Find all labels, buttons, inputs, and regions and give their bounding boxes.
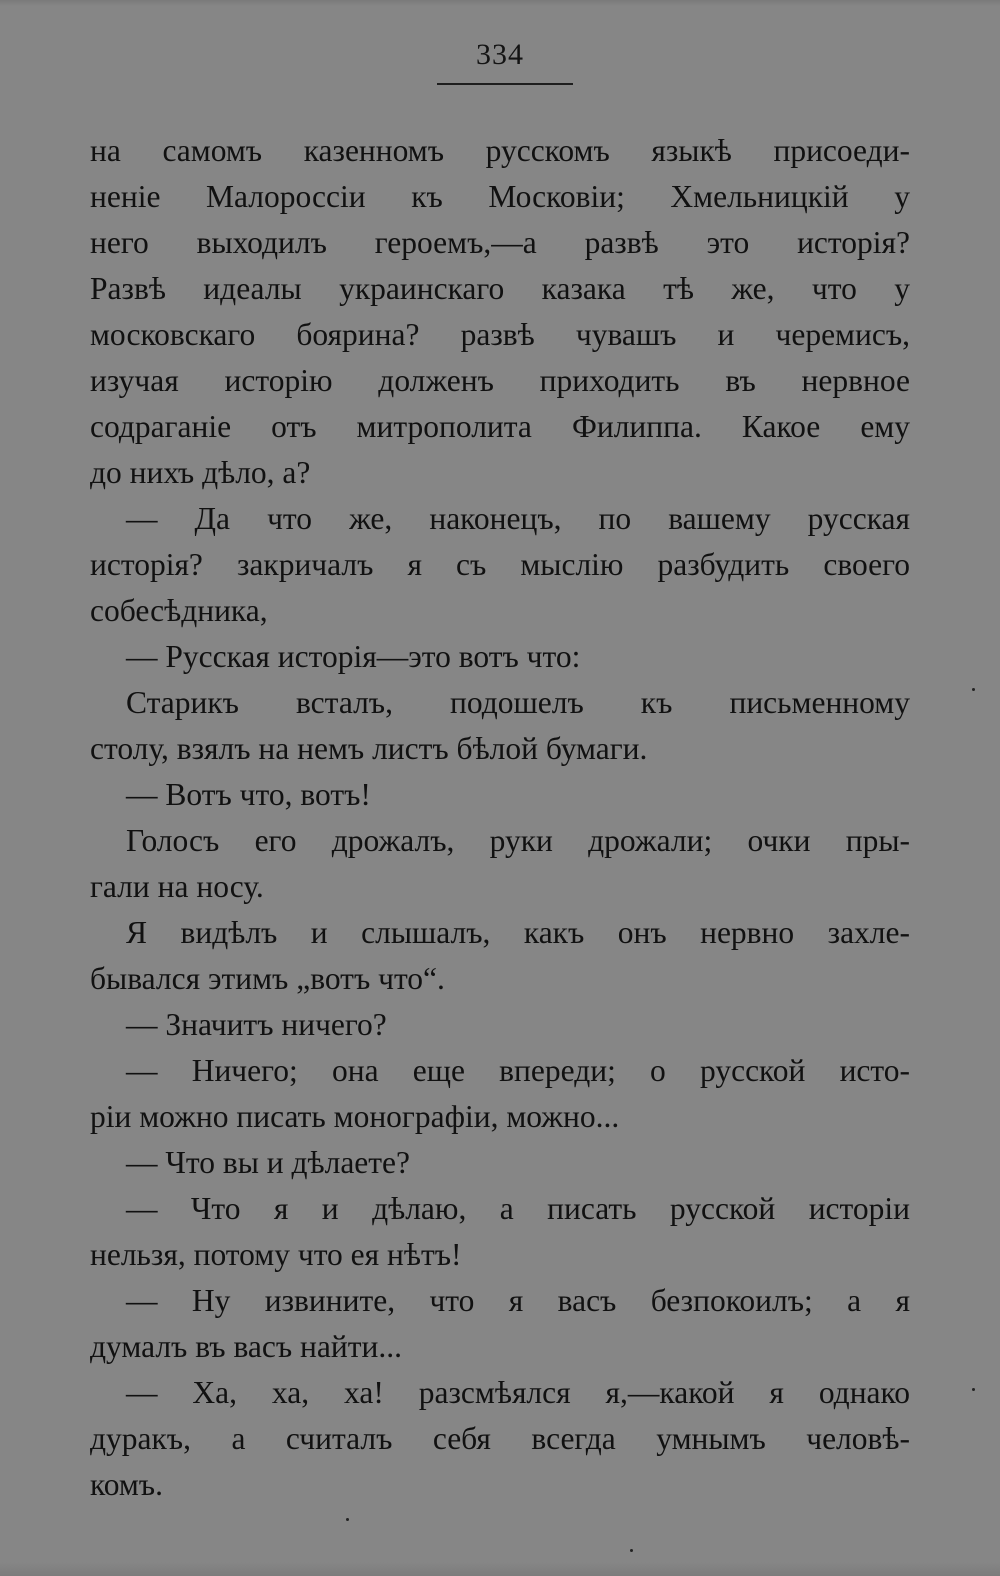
text-line-26: — Ну извините, что я васъ безпокоилъ; а я [126,1283,910,1318]
text-line-2: неніе Малороссіи къ Московіи; Хмельницкій у [90,179,910,214]
text-line-15: — Вотъ что, вотъ! [126,777,371,812]
text-line-9: — Да что же, наконецъ, по вашему русская [126,501,910,536]
text-line-28: — Ха, ха, ха! разсмѣялся я,—какой я однако [126,1375,910,1410]
text-line-14: столу, взялъ на немъ листъ бѣлой бумаги. [90,731,648,766]
text-line-17: гали на носу. [90,869,264,904]
text-line-20: — Значитъ ничего? [126,1007,387,1042]
text-line-18: Я видѣлъ и слышалъ, какъ онъ нервно захле- [126,915,910,950]
text-line-13: Старикъ всталъ, подошелъ къ письменному [126,685,910,720]
text-line-16: Голосъ его дрожалъ, руки дрожали; очки пры- [126,823,910,858]
page-number-rule [437,83,573,85]
scan-speck [972,1388,975,1391]
text-line-29: дуракъ, а считалъ себя всегда умнымъ человѣ- [90,1421,910,1456]
text-line-6: изучая исторію долженъ приходить въ нервное [90,363,910,398]
text-line-25: нельзя, потому что ея нѣтъ! [90,1237,462,1272]
page-number: 334 [476,38,524,71]
text-line-11: собесѣдника, [90,593,268,628]
scan-speck [630,1549,633,1552]
text-line-23: — Что вы и дѣлаете? [126,1145,411,1180]
text-line-8: до нихъ дѣло, а? [90,455,311,490]
text-line-21: — Ничего; она еще впереди; о русской исто- [126,1053,910,1088]
text-line-19: бывался этимъ „вотъ что“. [90,961,445,996]
text-line-3: него выходилъ героемъ,—а развѣ это исторія? [90,225,910,260]
text-line-24: — Что я и дѣлаю, а писать русской исторіи [126,1191,910,1226]
text-line-7: содраганіе отъ митрополита Филиппа. Какое ему [90,409,910,444]
text-line-27: думалъ въ васъ найти... [90,1329,403,1364]
text-line-22: ріи можно писать монографіи, можно... [90,1099,620,1134]
text-line-30: комъ. [90,1467,163,1502]
text-line-10: исторія? закричалъ я съ мыслію разбудить своего [90,547,910,582]
scan-speck [972,688,975,691]
scan-edge-bottom [0,1562,1000,1576]
text-line-4: Развѣ идеалы украинскаго казака тѣ же, что у [90,271,910,306]
text-line-1: на самомъ казенномъ русскомъ языкѣ присоеди- [90,133,910,168]
body-text [90,128,910,1508]
text-line-12: — Русская исторія—это вотъ что: [126,639,581,674]
scan-edge-top [0,0,1000,6]
scan-speck [346,1518,349,1521]
text-line-5: московскаго боярина? развѣ чувашъ и черемисъ, [90,317,910,352]
